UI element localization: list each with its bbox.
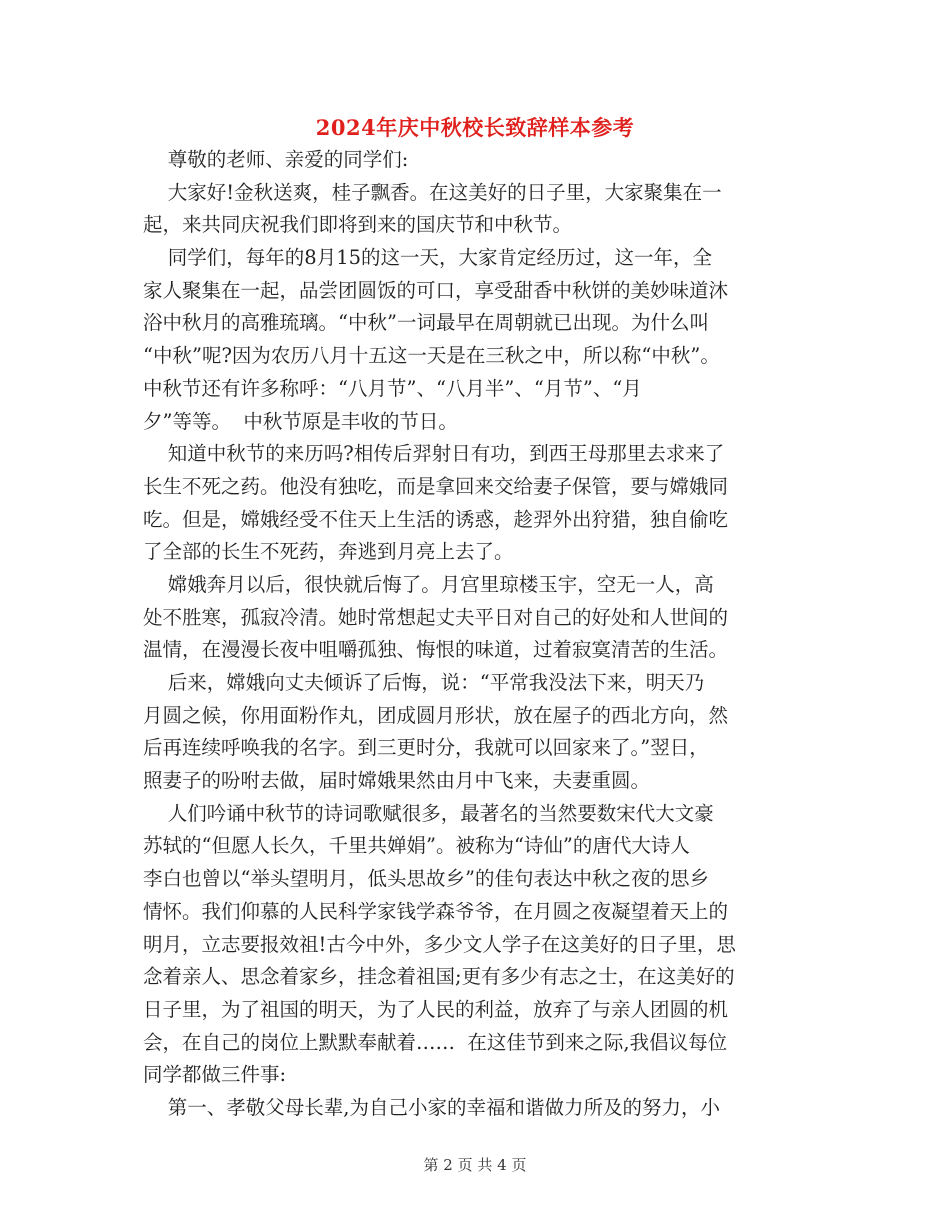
body-line: 起，来共同庆祝我们即将到来的国庆节和中秋节。 bbox=[143, 213, 573, 237]
body-line: 了全部的长生不死药，奔逃到月亮上去了。 bbox=[143, 540, 514, 564]
body-line: 大家好!金秋送爽，桂子飘香。在这美好的日子里，大家聚集在一 bbox=[143, 180, 722, 204]
body-line: 嫦娥奔月以后，很快就后悔了。月宫里琼楼玉宇，空无一人，高 bbox=[143, 572, 714, 596]
body-line: 知道中秋节的来历吗?相传后羿射日有功，到西王母那里去求来了 bbox=[143, 442, 725, 466]
document-title: 2024年庆中秋校长致辞样本参考 bbox=[315, 115, 635, 140]
body-line: 苏轼的“但愿人长久，千里共婵娟”。被称为“诗仙”的唐代大诗人 bbox=[143, 834, 690, 858]
page-footer: 第 2 页 共 4 页 bbox=[423, 1156, 527, 1174]
body-line: 后来，嫦娥向丈夫倾诉了后悔，说：“平常我没法下来，明天乃 bbox=[143, 671, 705, 694]
body-line: 夕”等等。 中秋节原是丰收的节日。 bbox=[143, 409, 458, 433]
body-line: 日子里，为了祖国的明天，为了人民的利益，放弃了与亲人团圆的机 bbox=[143, 997, 729, 1021]
body-line: 温情，在漫漫长夜中咀嚼孤独、悔恨的味道，过着寂寞清苦的生活。 bbox=[143, 638, 729, 662]
body-line: 同学们，每年的8月15的这一天，大家肯定经历过，这一年，全 bbox=[143, 246, 713, 270]
body-line: “中秋”呢?因为农历八月十五这一天是在三秋之中，所以称“中秋”。 bbox=[143, 344, 720, 368]
body-line: 月圆之候，你用面粉作丸，团成圆月形状，放在屋子的西北方向，然 bbox=[143, 703, 729, 727]
body-line: 处不胜寒，孤寂冷清。她时常想起丈夫平日对自己的好处和人世间的 bbox=[143, 605, 729, 629]
body-line: 李白也曾以“举头望明月，低头思故乡”的佳句表达中秋之夜的思乡 bbox=[143, 867, 709, 891]
body-line: 浴中秋月的高雅琉璃。“中秋”一词最早在周朝就已出现。为什么叫 bbox=[143, 311, 709, 335]
body-line: 人们吟诵中秋节的诗词歌赋很多，最著名的当然要数宋代大文豪 bbox=[143, 801, 714, 825]
body-line: 明月，立志要报效祖!古今中外，多少文人学子在这美好的日子里，思 bbox=[143, 932, 736, 956]
body-line: 长生不死之药。他没有独吃，而是拿回来交给妻子保管，要与嫦娥同 bbox=[143, 474, 729, 498]
body-line: 同学都做三件事: bbox=[143, 1063, 287, 1087]
body-line: 吃。但是，嫦娥经受不住天上生活的诱惑，趁羿外出狩猎，独自偷吃 bbox=[143, 507, 729, 531]
body-line: 第一、孝敬父母长辈,为自己小家的幸福和谐做力所及的努力，小 bbox=[143, 1095, 720, 1119]
body-line: 后再连续呼唤我的名字。到三更时分，我就可以回家来了。”翌日， bbox=[143, 736, 709, 760]
body-line: 情怀。我们仰慕的人民科学家钱学森爷爷，在月圆之夜凝望着天上的 bbox=[143, 899, 729, 923]
body-line: 中秋节还有许多称呼：“八月节”、“八月半”、“月节”、“月 bbox=[143, 376, 642, 400]
body-line: 尊敬的老师、亲爱的同学们: bbox=[143, 148, 409, 171]
document-body bbox=[143, 144, 813, 1125]
body-line: 会，在自己的岗位上默默奉献着…… 在这佳节到来之际,我倡议每位 bbox=[143, 1030, 728, 1054]
body-line: 照妻子的吩咐去做，届时嫦娥果然由月中飞来，夫妻重圆。 bbox=[143, 769, 651, 793]
body-line: 家人聚集在一起，品尝团圆饭的可口，享受甜香中秋饼的美妙味道沐 bbox=[143, 278, 729, 302]
body-line: 念着亲人、思念着家乡，挂念着祖国;更有多少有志之士，在这美好的 bbox=[143, 965, 735, 989]
